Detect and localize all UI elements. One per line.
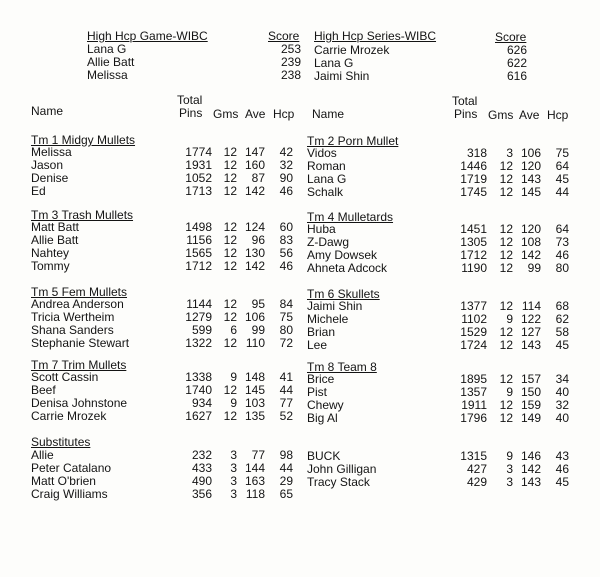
bowler-hcp: 73 (555, 235, 569, 249)
header-name-left: Name (31, 104, 64, 118)
bowler-pins: 318 (466, 146, 487, 160)
bowler-pins: 1305 (460, 235, 487, 249)
high-score-value: 616 (506, 69, 527, 83)
bowler-gms: 9 (230, 396, 237, 410)
bowler-gms: 12 (223, 145, 237, 159)
bowler-name: Roman (307, 159, 346, 173)
bowler-hcp: 41 (279, 370, 293, 384)
bowler-pins: 1377 (460, 299, 487, 313)
bowler-hcp: 46 (279, 259, 293, 273)
team-title: Tm 8 Team 8 (307, 360, 377, 374)
bowler-pins: 1529 (460, 325, 487, 339)
bowler-ave: 130 (244, 246, 265, 260)
high-score-name: Lana G (87, 42, 127, 56)
high-score-name: Carrie Mrozek (314, 43, 390, 57)
bowler-gms: 12 (223, 158, 237, 172)
high-score-name: Lana G (314, 56, 354, 70)
bowler-ave: 96 (251, 233, 265, 247)
bowler-ave: 143 (520, 172, 541, 186)
bowler-hcp: 77 (279, 396, 293, 410)
team-title: Tm 7 Trim Mullets (31, 358, 127, 372)
bowler-name: Denisa Johnstone (31, 396, 128, 410)
bowler-ave: 147 (244, 145, 265, 159)
bowler-ave: 124 (244, 220, 265, 234)
bowler-pins: 1796 (460, 411, 487, 425)
team-row (307, 412, 571, 425)
bowler-name: Jason (31, 158, 64, 172)
bowler-ave: 122 (520, 312, 541, 326)
bowler-gms: 9 (506, 449, 513, 463)
bowler-pins: 1498 (185, 220, 212, 234)
bowler-hcp: 75 (279, 310, 293, 324)
bowler-hcp: 32 (279, 158, 293, 172)
bowler-pins: 1931 (185, 158, 212, 172)
bowler-pins: 356 (191, 487, 212, 501)
bowler-gms: 12 (499, 299, 513, 313)
bowler-name: Peter Catalano (31, 461, 112, 475)
bowler-hcp: 65 (279, 487, 293, 501)
bowler-ave: 148 (244, 370, 265, 384)
bowler-gms: 12 (499, 398, 513, 412)
high-game-title: High Hcp Game-WIBC (87, 29, 208, 43)
bowler-hcp: 62 (555, 312, 569, 326)
header-total-right: Total (452, 94, 478, 108)
bowler-name: Denise (31, 171, 69, 185)
bowler-gms: 12 (223, 336, 237, 350)
bowler-pins: 1712 (460, 248, 487, 262)
bowler-pins: 1713 (185, 184, 212, 198)
bowler-name: Allie Batt (31, 233, 79, 247)
bowler-ave: 99 (251, 323, 265, 337)
bowler-ave: 145 (520, 185, 541, 199)
bowler-name: Lana G (307, 172, 347, 186)
team-row (31, 260, 295, 273)
bowler-gms: 12 (499, 248, 513, 262)
bowler-pins: 1724 (460, 338, 487, 352)
bowler-name: Beef (31, 383, 56, 397)
bowler-ave: 149 (520, 411, 541, 425)
bowler-hcp: 80 (555, 261, 569, 275)
bowler-ave: 142 (244, 259, 265, 273)
bowler-gms: 6 (230, 323, 237, 337)
bowler-name: Big Al (307, 411, 338, 425)
team-title: Tm 2 Porn Mullet (307, 134, 399, 148)
bowler-ave: 110 (245, 336, 265, 350)
bowler-name: Brian (307, 325, 336, 339)
bowler-pins: 1338 (185, 370, 212, 384)
bowler-gms: 12 (223, 383, 237, 397)
header-total-left: Total (177, 93, 203, 107)
bowler-name: Schalk (307, 185, 344, 199)
bowler-gms: 12 (499, 372, 513, 386)
bowler-gms: 12 (499, 159, 513, 173)
high-score-value: 626 (506, 43, 527, 57)
high-game-score-label: Score (268, 29, 300, 43)
bowler-gms: 3 (230, 448, 237, 462)
team-row (31, 185, 295, 198)
bowler-hcp: 58 (555, 325, 569, 339)
bowler-hcp: 40 (555, 411, 569, 425)
bowler-gms: 3 (506, 146, 513, 160)
bowler-name: Huba (307, 222, 336, 236)
bowler-name: Tommy (31, 259, 70, 273)
bowler-name: John Gilligan (307, 462, 377, 476)
bowler-hcp: 44 (555, 185, 569, 199)
bowler-gms: 9 (230, 370, 237, 384)
bowler-pins: 1451 (460, 222, 487, 236)
team-title: Tm 4 Mulletards (307, 210, 394, 224)
bowler-name: BUCK (307, 449, 341, 463)
bowler-ave: 145 (244, 383, 265, 397)
bowler-hcp: 64 (555, 222, 569, 236)
bowler-hcp: 64 (555, 159, 569, 173)
bowler-ave: 120 (520, 159, 541, 173)
bowler-ave: 150 (520, 385, 541, 399)
bowler-ave: 157 (520, 372, 541, 386)
bowler-ave: 142 (520, 248, 541, 262)
bowler-gms: 3 (230, 474, 237, 488)
bowler-hcp: 46 (279, 184, 293, 198)
bowler-gms: 3 (506, 462, 513, 476)
header-pins-left: Pins (179, 106, 203, 120)
bowler-ave: 120 (520, 222, 541, 236)
bowler-gms: 12 (499, 325, 513, 339)
team-row (307, 262, 571, 275)
bowler-pins: 427 (466, 462, 487, 476)
bowler-gms: 3 (506, 475, 513, 489)
bowler-name: Matt Batt (31, 220, 80, 234)
header-hcp-right: Hcp (547, 108, 569, 122)
bowler-ave: 143 (520, 475, 541, 489)
bowler-ave: 114 (521, 299, 541, 313)
team-title: Tm 5 Fem Mullets (31, 285, 128, 299)
bowler-gms: 9 (506, 312, 513, 326)
team-title: Tm 3 Trash Mullets (31, 208, 134, 222)
header-ave-right: Ave (519, 108, 540, 122)
high-score-name: Jaimi Shin (314, 69, 370, 83)
bowler-gms: 12 (223, 233, 237, 247)
bowler-pins: 1774 (185, 145, 212, 159)
bowler-name: Ahneta Adcock (307, 261, 388, 275)
bowler-name: Ed (31, 184, 46, 198)
bowler-pins: 1279 (185, 310, 212, 324)
bowler-pins: 232 (191, 448, 212, 462)
high-score-value: 238 (280, 68, 301, 82)
bowler-hcp: 42 (279, 145, 293, 159)
bowler-pins: 1627 (185, 409, 212, 423)
header-ave-left: Ave (245, 107, 266, 121)
bowler-gms: 12 (499, 235, 513, 249)
bowler-hcp: 44 (279, 383, 293, 397)
bowler-pins: 1911 (461, 398, 487, 412)
bowler-name: Z-Dawg (307, 235, 350, 249)
bowler-gms: 12 (499, 411, 513, 425)
bowler-ave: 142 (244, 184, 265, 198)
team-title: Tm 1 Midgy Mullets (31, 133, 136, 147)
bowler-hcp: 84 (279, 297, 293, 311)
bowler-name: Matt O'brien (31, 474, 96, 488)
bowler-gms: 12 (223, 220, 237, 234)
bowler-hcp: 56 (279, 246, 293, 260)
bowler-pins: 1719 (460, 172, 487, 186)
bowler-ave: 146 (520, 449, 541, 463)
bowler-ave: 95 (251, 297, 265, 311)
bowler-name: Pist (307, 385, 328, 399)
bowler-ave: 103 (244, 396, 265, 410)
high-score-value: 253 (280, 42, 301, 56)
bowler-gms: 3 (230, 487, 237, 501)
high-score-name: Melissa (87, 68, 128, 82)
bowler-name: Lee (307, 338, 328, 352)
bowler-gms: 12 (499, 185, 513, 199)
high-score-name: Allie Batt (87, 55, 135, 69)
bowler-hcp: 45 (555, 338, 569, 352)
bowler-pins: 1315 (460, 449, 487, 463)
bowler-name: Tricia Wertheim (31, 310, 115, 324)
bowler-hcp: 60 (279, 220, 293, 234)
bowler-ave: 163 (244, 474, 265, 488)
bowler-gms: 3 (230, 461, 237, 475)
bowler-gms: 12 (223, 409, 237, 423)
bowler-pins: 433 (191, 461, 212, 475)
bowler-name: Vidos (307, 146, 337, 160)
bowler-ave: 135 (244, 409, 265, 423)
bowler-name: Jaimi Shin (307, 299, 363, 313)
team-row (307, 339, 571, 352)
bowler-pins: 1102 (461, 312, 487, 326)
team-row (31, 410, 295, 423)
bowler-hcp: 45 (555, 172, 569, 186)
bowler-pins: 1190 (461, 261, 487, 275)
bowler-name: Amy Dowsek (307, 248, 378, 262)
bowler-name: Tracy Stack (307, 475, 370, 489)
header-name-right: Name (312, 107, 345, 121)
bowler-pins: 1740 (185, 383, 212, 397)
bowler-hcp: 52 (279, 409, 293, 423)
bowler-name: Allie (31, 448, 54, 462)
bowler-name: Carrie Mrozek (31, 409, 107, 423)
bowler-name: Scott Cassin (31, 370, 99, 384)
bowler-pins: 1565 (185, 246, 212, 260)
header-hcp-left: Hcp (273, 107, 295, 121)
bowler-ave: 144 (244, 461, 265, 475)
bowler-hcp: 90 (279, 171, 293, 185)
bowler-hcp: 75 (555, 146, 569, 160)
bowler-pins: 490 (191, 474, 212, 488)
bowler-hcp: 72 (279, 336, 293, 350)
team-row (307, 186, 571, 199)
bowler-ave: 77 (251, 448, 265, 462)
bowler-ave: 127 (520, 325, 541, 339)
bowler-hcp: 98 (279, 448, 293, 462)
bowler-hcp: 44 (279, 461, 293, 475)
high-series-score-label: Score (495, 30, 527, 44)
bowler-hcp: 46 (555, 462, 569, 476)
bowler-ave: 142 (520, 462, 541, 476)
bowler-gms: 12 (499, 222, 513, 236)
bowler-gms: 12 (499, 172, 513, 186)
bowler-hcp: 80 (279, 323, 293, 337)
bowler-name: Chewy (307, 398, 344, 412)
high-score-value: 239 (280, 55, 301, 69)
bowler-hcp: 40 (555, 385, 569, 399)
bowler-ave: 159 (520, 398, 541, 412)
bowler-pins: 1144 (186, 297, 212, 311)
bowler-pins: 1895 (460, 372, 487, 386)
header-gms-right: Gms (488, 108, 514, 122)
bowler-ave: 118 (245, 487, 265, 501)
substitutes-title: Substitutes (31, 435, 91, 449)
bowler-pins: 1052 (185, 171, 212, 185)
bowler-ave: 160 (244, 158, 265, 172)
bowler-pins: 934 (191, 396, 212, 410)
bowler-ave: 106 (520, 146, 541, 160)
header-pins-right: Pins (454, 107, 478, 121)
bowler-ave: 87 (251, 171, 265, 185)
bowler-gms: 12 (223, 310, 237, 324)
bowler-hcp: 34 (555, 372, 569, 386)
bowler-gms: 12 (223, 297, 237, 311)
bowler-hcp: 83 (279, 233, 293, 247)
bowler-gms: 12 (499, 261, 513, 275)
high-score-value: 622 (506, 56, 527, 70)
bowler-gms: 12 (223, 171, 237, 185)
bowler-name: Nahtey (31, 246, 70, 260)
bowler-name: Michele (307, 312, 349, 326)
bowler-pins: 1712 (185, 259, 212, 273)
bowler-hcp: 29 (279, 474, 293, 488)
bowler-hcp: 43 (555, 449, 569, 463)
bowler-pins: 1446 (460, 159, 487, 173)
header-gms-left: Gms (213, 107, 239, 121)
team-row (31, 337, 295, 350)
bowler-hcp: 45 (555, 475, 569, 489)
bowler-gms: 9 (506, 385, 513, 399)
bowler-name: Stephanie Stewart (31, 336, 130, 350)
bowler-name: Shana Sanders (31, 323, 114, 337)
substitute-row (31, 488, 295, 501)
bowler-ave: 99 (527, 261, 541, 275)
bowler-pins: 599 (191, 323, 212, 337)
bowler-ave: 143 (520, 338, 541, 352)
bowler-name: Andrea Anderson (31, 297, 124, 311)
bowler-ave: 106 (244, 310, 265, 324)
bowler-ave: 108 (520, 235, 541, 249)
bowler-pins: 1156 (186, 233, 212, 247)
bowler-hcp: 68 (555, 299, 569, 313)
bowler-gms: 12 (499, 338, 513, 352)
bowler-hcp: 32 (555, 398, 569, 412)
bowler-gms: 12 (223, 246, 237, 260)
bowler-pins: 1322 (185, 336, 212, 350)
bowler-name: Craig Williams (31, 487, 108, 501)
bowler-pins: 1745 (460, 185, 487, 199)
high-series-title: High Hcp Series-WIBC (314, 29, 437, 43)
bowler-name: Brice (307, 372, 335, 386)
bowler-hcp: 46 (555, 248, 569, 262)
substitute-row (307, 476, 571, 489)
team-title: Tm 6 Skullets (307, 287, 380, 301)
bowler-pins: 429 (466, 475, 487, 489)
bowler-gms: 12 (223, 259, 237, 273)
bowler-name: Melissa (31, 145, 72, 159)
bowler-pins: 1357 (460, 385, 487, 399)
bowler-gms: 12 (223, 184, 237, 198)
